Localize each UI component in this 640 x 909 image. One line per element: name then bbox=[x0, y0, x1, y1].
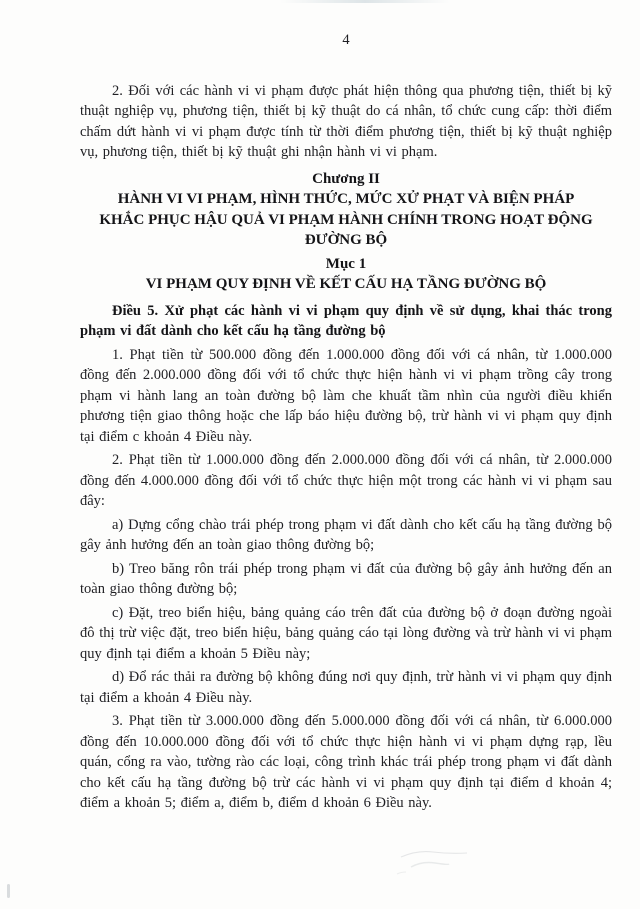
section-label: Mục 1 bbox=[325, 255, 367, 272]
article-5-clause-2: 2. Phạt tiền từ 1.000.000 đồng đến 2.000.000 đồng đối với cá nhân, từ 2.000.000 đồng đến 4.000.000 đồng đối với tổ chức thực hiện một trong các hành vi vi phạm sau đây: bbox=[80, 452, 612, 509]
section-title: VI PHẠM QUY ĐỊNH VỀ KẾT CẤU HẠ TẦNG ĐƯỜNG BỘ bbox=[145, 276, 547, 292]
article-5-clause-1: 1. Phạt tiền từ 500.000 đồng đến 1.000.000 đồng đối với cá nhân, từ 1.000.000 đồng đến 2.000.000 đồng đối với tổ chức thực hiện hành vi vi phạm trồng cây trong phạm vi hành lang an toàn đường bộ làm che khuất tầm nhìn của người điều khiển phương tiện giao thông hoặc che lấp báo hiệu đường bộ, trừ hành vi vi phạm quy định tại điểm c khoản 4 Điều này. bbox=[80, 346, 612, 445]
chapter-heading bbox=[80, 169, 612, 251]
chapter-title: HÀNH VI VI PHẠM, HÌNH THỨC, MỨC XỬ PHẠT VÀ BIỆN PHÁP KHẮC PHỤC HẬU QUẢ VI PHẠM HÀNH CHÍNH TRONG HOẠT ĐỘNG ĐƯỜNG BỘ bbox=[99, 191, 593, 248]
article-5-clause-2-point-a: a) Dựng cổng chào trái phép trong phạm vi đất dành cho kết cấu hạ tầng đường bộ gây ảnh hưởng đến an toàn giao thông đường bộ; bbox=[80, 516, 612, 553]
pencil-smudge-mark bbox=[393, 843, 477, 881]
chapter-label: Chương II bbox=[312, 170, 380, 187]
article-5-clause-2-point-b: b) Treo băng rôn trái phép trong phạm vi đất của đường bộ gây ảnh hưởng đến an toàn giao thông đường bộ; bbox=[80, 560, 612, 597]
intro-paragraph: 2. Đối với các hành vi vi phạm được phát hiện thông qua phương tiện, thiết bị kỹ thuật nghiệp vụ, phương tiện, thiết bị kỹ thuật do cá nhân, tổ chức cung cấp: thời điểm chấm dứt hành vi vi phạm được tính từ thời điểm phương tiện, thiết bị kỹ thuật nghiệp vụ, phương tiện, thiết bị kỹ thuật ghi nhận hành vi vi phạm. bbox=[80, 82, 612, 160]
section-heading bbox=[80, 254, 612, 295]
article-5-clause-2-point-d: d) Đổ rác thải ra đường bộ không đúng nơi quy định, trừ hành vi vi phạm quy định tại điểm a khoản 4 Điều này. bbox=[80, 669, 612, 706]
page-number: 4 bbox=[342, 32, 350, 48]
scan-corner-speck bbox=[7, 884, 10, 898]
article-5-clause-3: 3. Phạt tiền từ 3.000.000 đồng đến 5.000.000 đồng đối với cá nhân, từ 6.000.000 đồng đến 10.000.000 đồng đối với tổ chức thực hiện hành vi vi phạm dựng rạp, lều quán, cổng ra vào, tường rào các loại, công trình khác trái phép trong phạm vi đất dành cho kết cấu hạ tầng đường bộ trừ các hành vi vi phạm quy định tại điểm d khoản 4; điểm a khoản 5; điểm a, điểm b, điểm d khoản 6 Điều này. bbox=[80, 713, 612, 811]
article-5-clause-2-point-c: c) Đặt, treo biển hiệu, bảng quảng cáo trên đất của đường bộ ở đoạn đường ngoài đô thị trừ việc đặt, treo biển hiệu, bảng quảng cáo tại lòng đường và trừ hành vi vi phạm quy định tại điểm a khoản 5 Điều này; bbox=[80, 604, 612, 662]
article-5-heading: Điều 5. Xử phạt các hành vi vi phạm quy định về sử dụng, khai thác trong phạm vi đất dành cho kết cấu hạ tầng đường bộ bbox=[80, 302, 612, 339]
